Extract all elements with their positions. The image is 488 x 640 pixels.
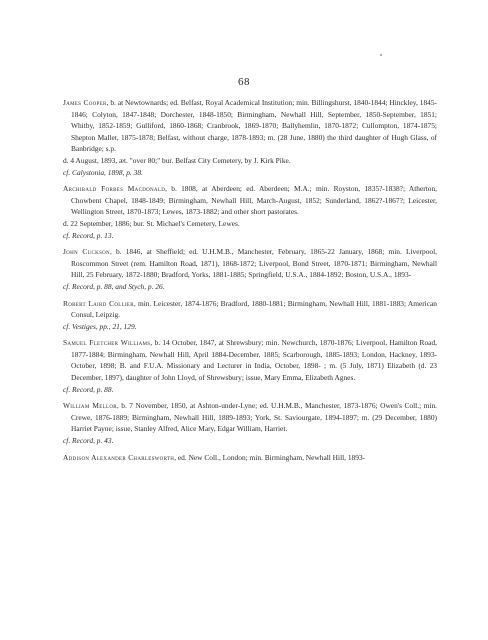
entry-body: , b. 7 November, 1850, at Ashton-under-Lyne; ed. U.H.M.B., Manchester, 1873-1876; Owen's Coll.; min. Crewe, 1876-1889; Birmingham, Newhall Hill, 1889-1893; York, St. Saviourgate, 1894-1897; m. (29 December, 1880) Harriet Payne; issue, Stanley Alfred, Alice Mary, Edgar William, Harriet. bbox=[71, 401, 437, 434]
entry-death: d. 4 August, 1893, æt. "over 80;" bur. Belfast City Cemetery, by J. Kirk Pike. bbox=[63, 155, 291, 165]
entry-body: , b. 1846, at Sheffield; ed. U.H.M.B., Manchester, February, 1865-22 January, 1868; min. Liverpool, Roscommon Street (rem. Hamilton Road, 1871), 1868-1872; Liverpool, Bond Street, 1870-1871; Birmingham, Newhall Hill, 25 February, 1872-1880; Bradford, Yorks, 1881-1885; Springfield, U.S.A., 1884-1892; Boston, U.S.A., 1893- bbox=[71, 247, 437, 280]
entry-body: , b. at Newtownards; ed. Belfast, Royal Academical Institution; min. Billingshurst, 1840-1844; Hinckley, 1845-1846; Colyton, 1847-1848; Dorchester, 1848-1850; Birmingham, Newhall Hill, September, 1850-September, 1851; Whitby, 1852-1859; Gulliford, 1860-1868; Cranbrook, 1869-1870; Ballyhemlin, 1870-1872; Cullompton, 1874-1875; Shepton Mallet, 1875-1878; Belfast, without charge, 1878-1893; m. (28 June, 1880) the third daughter of Hugh Glass, of Banbridge; s.p. bbox=[71, 98, 437, 154]
entry-name: John Cuckson bbox=[63, 247, 110, 257]
entry-name: Addison Alexander Charlesworth bbox=[63, 452, 175, 462]
entry-samuel-fletcher-williams bbox=[63, 337, 437, 395]
entry-john-cuckson bbox=[63, 246, 437, 292]
entry-reference: cf. Vestiges, pp., 21, 129. bbox=[63, 321, 137, 331]
entry-name: William Mellor bbox=[63, 401, 117, 411]
entry-name: Samuel Fletcher Williams bbox=[63, 338, 151, 348]
entry-reference: cf. Record, p. 13. bbox=[63, 230, 114, 240]
entry-body: , b. 1808, at Aberdeen; ed. Aberdeen; M.A.; min. Royston, 1835?-1838?; Atherton, Chowbent Chapel, 1848-1849; Birmingham, Newhall Hill, March-August, 1852; Sunderland, 1862?-1867?; Leicester, Wellington Street, 1870-1873; Lewes, 1873-1882; and other short pastorates. bbox=[71, 184, 437, 217]
entry-body: , b. 14 October, 1847, at Shrewsbury; min. Newchurch, 1870-1876; Liverpool, Hamilton Road, 1877-1884; Birmingham, Newhall Hill, April 1884-December, 1885; Scarborough, 1885-1893; London, Hackney, 1893-October, 1898; B. and F.U.A. Missionary and Lecturer in India, October, 1898- ; m. (5 July, 1871) Elizabeth (d. 23 December, 1897), daughter of John Lloyd, of Shrewsbury; issue, Mary Emma, Elizabeth Agnes. bbox=[71, 338, 437, 383]
entry-body: , ed. New Coll., London; min. Birmingham, Newhall Hill, 1893- bbox=[174, 452, 366, 462]
entry-reference: cf. Calystonia, 1898, p. 38. bbox=[63, 167, 143, 177]
entry-reference: cf. Record, p. 88, and Stych, p. 26. bbox=[63, 281, 165, 291]
entry-addison-alexander-charlesworth bbox=[63, 452, 437, 464]
entry-death: d. 22 September, 1886; bur. St. Michael's Cemetery, Lewes. bbox=[63, 218, 240, 228]
page-number: 68 bbox=[238, 76, 250, 88]
entry-reference: cf. Record, p. 88. bbox=[63, 384, 114, 394]
entry-name: James Cooper bbox=[63, 98, 107, 107]
entry-james-cooper bbox=[63, 97, 437, 178]
entry-name: Archibald Forbes Macdonald bbox=[63, 184, 166, 194]
entry-william-mellor bbox=[63, 400, 437, 446]
entry-name: Robert Laird Collier bbox=[63, 298, 134, 308]
entry-archibald-forbes-macdonald bbox=[63, 183, 437, 241]
entry-robert-laird-collier bbox=[63, 298, 437, 333]
biographical-entries bbox=[63, 97, 437, 468]
scan-speck bbox=[380, 54, 382, 56]
entry-body: , min. Leicester, 1874-1876; Bradford, 1880-1881; Birmingham, Newhall Hill, 1881-1883; American Consul, Leipzig. bbox=[71, 298, 437, 320]
entry-reference: cf. Record, p. 43. bbox=[63, 436, 114, 446]
